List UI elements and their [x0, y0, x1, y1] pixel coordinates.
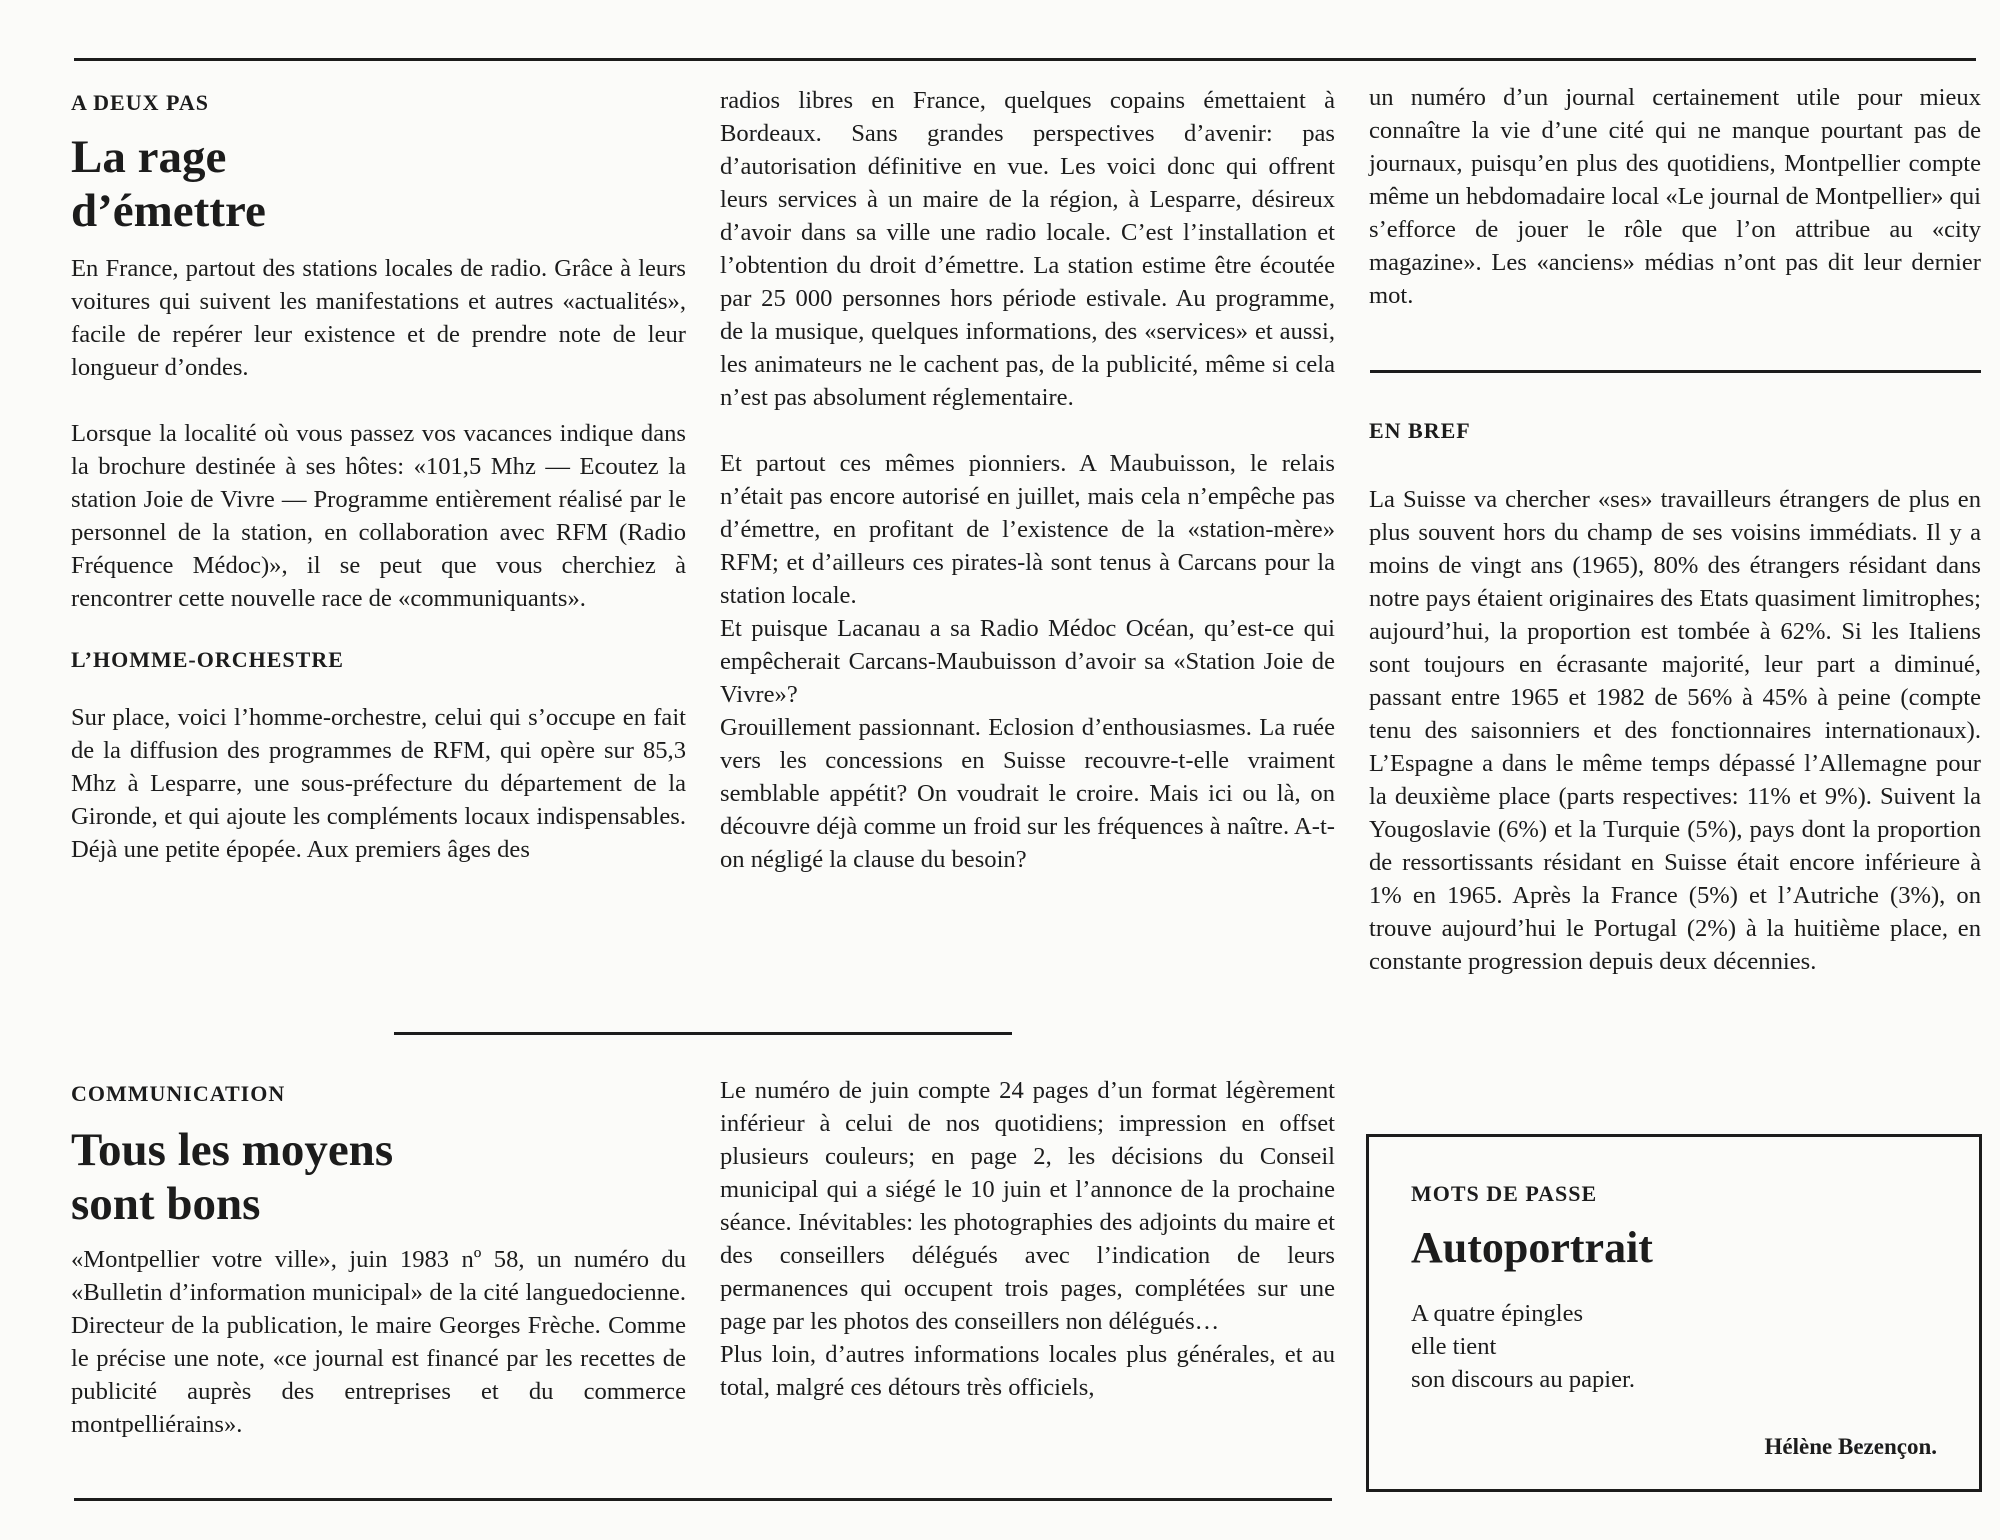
bottom-rule [74, 1498, 1332, 1501]
article1-kicker: A DEUX PAS [71, 90, 209, 115]
article1-col1-p2: Lorsque la localité où vous passez vos vacances indique dans la brochure destinée à ses hôtes: «101,5 Mhz — Ecoutez la station Joie de Vivre — Programme entièrement réalisé par le personnel de la station, en collaboration avec RFM (Radio Fréquence Médoc)», il se peut que vous cherchiez à rencontrer cette nouvelle race de «communiquants». [71, 420, 686, 612]
article2-col1 [71, 1083, 686, 1441]
article2-col3-p1: un numéro d’un journal certainement utile pour mieux connaître la vie d’une cité qui ne manque pourtant pas de journaux, puisqu’en plus des quotidiens, Montpellier compte même un hebdomadaire local «Le journal de Montpellier» qui s’efforce de jouer le rôle que l’on attribue au «city magazine». Les «anciens» médias n’ont pas dit leur dernier mot. [1369, 84, 1981, 309]
mots-de-passe-kicker: MOTS DE PASSE [1411, 1181, 1598, 1206]
en-bref-section [1369, 420, 1981, 978]
mots-de-passe-poem: A quatre épingles elle tient son discours au papier. [1411, 1300, 1636, 1393]
article2-col2 [720, 1074, 1335, 1404]
article1-col1-p3: Sur place, voici l’homme-orchestre, celui qui s’occupe en fait de la diffusion des programmes de RFM, qui opère sur 85,3 Mhz à Lesparre, une sous-préfecture du département de la Gironde, et qui ajoute les compléments locaux indispensables. Déjà une petite épopée. Aux premiers âges des [71, 704, 686, 863]
article2-col1-p1: «Montpellier votre ville», juin 1983 nº 58, un numéro du «Bulletin d’information municipal» de la cité languedocienne. Directeur de la publication, le maire Georges Frèche. Comme le précise une note, «ce journal est financé par les recettes de publicité auprès des entreprises et du commerce montpelliérains». [71, 1246, 686, 1438]
article1-col2-p1: radios libres en France, quelques copains émettaient à Bordeaux. Sans grandes perspectives d’avenir: pas d’autorisation définitive en vue. Les voici donc qui offrent leurs services à un maire de la région, à Lesparre, désireux d’avoir dans sa ville une radio locale. C’est l’installation et l’obtention du droit d’émettre. La station estime être écoutée par 25 000 personnes hors période estivale. Au programme, de la musique, quelques informations, des «services» et aussi, les animateurs ne le cachent pas, de la publicité, même si cela n’est pas absolument réglementaire. [720, 87, 1335, 411]
article1-col2-p4: Grouillement passionnant. Eclosion d’enthousiasmes. La ruée vers les concessions en Suisse recouvre-t-elle vraiment semblable appétit? On voudrait le croire. Mais ici ou là, on découvre déjà comme un froid sur les fréquences à naître. A-t-on négligé la clause du besoin? [720, 714, 1335, 873]
mots-de-passe-box [1366, 1134, 1982, 1492]
article1-col2-p2: Et partout ces mêmes pionniers. A Maubuisson, le relais n’était pas encore autorisé en juillet, mais cela n’empêche pas d’émettre, en profitant de l’existence de la «station-mère» RFM; et d’ailleurs ces pirates-là sont tenus à Carcans pour la station locale. [720, 450, 1335, 609]
en-bref-p1: La Suisse va chercher «ses» travailleurs étrangers de plus en plus souvent hors du champ de ses voisins immédiats. Il y a moins de vingt ans (1965), 80% des étrangers résidant dans notre pays étaient originaires des Etats quasiment limitrophes; aujourd’hui, la proportion est tombée à 62%. Si les Italiens sont toujours en écrasante majorité, leur part a diminué, passant entre 1965 et 1982 de 56% à 45% à peine (compte tenu des saisonniers et des fonctionnaires internationaux). L’Espagne a dans le même temps dépassé l’Allemagne pour la deuxième place (parts respectives: 11% et 9%). Suivent la Yougoslavie (6%) et la Turquie (5%), pays dont la proportion de ressortissants résidant en Suisse était encore inférieure à 1% en 1965. Après la France (5%) et l’Autriche (3%), on trouve aujourd’hui le Portugal (2%) à la huitième place, en constante progression depuis deux décennies. [1369, 486, 1981, 975]
top-rule [74, 58, 1976, 61]
article1-headline: La rage d’émettre [71, 131, 266, 237]
mid-rule [394, 1032, 1012, 1035]
article2-headline: Tous les moyens sont bons [71, 1124, 394, 1230]
mots-de-passe-signature: Hélène Bezençon. [1764, 1434, 1937, 1459]
article1-col1 [71, 92, 686, 866]
article1-col1-p1: En France, partout des stations locales de radio. Grâce à leurs voitures qui suivent les manifestations et autres «actualités», facile de repérer leur existence et de prendre note de leur longueur d’ondes. [71, 255, 686, 381]
en-bref-kicker: EN BREF [1369, 418, 1471, 443]
mots-de-passe-headline: Autoportrait [1411, 1223, 1653, 1272]
article1-col2-p3: Et puisque Lacanau a sa Radio Médoc Océan, qu’est-ce qui empêcherait Carcans-Maubuisson d’avoir sa «Station Joie de Vivre»? [720, 615, 1335, 708]
right-rule [1370, 370, 1981, 373]
article2-col2-p1: Le numéro de juin compte 24 pages d’un format légèrement inférieur à celui de nos quotidiens; impression en offset plusieurs couleurs; en page 2, les décisions du Conseil municipal qui a siégé le 10 juin et l’annonce de la prochaine séance. Inévitables: les photographies des adjoints du maire et des conseillers délégués avec l’indication de leurs permanences qui occupent trois pages, complétées sur une page par les photos des conseillers non délégués… [720, 1077, 1335, 1335]
article1-subhead: L’HOMME-ORCHESTRE [71, 647, 344, 672]
article2-col3 [1369, 81, 1981, 312]
article2-col2-p2: Plus loin, d’autres informations locales plus générales, et au total, malgré ces détours très officiels, [720, 1341, 1335, 1401]
article2-kicker: COMMUNICATION [71, 1081, 286, 1106]
article1-col2 [720, 84, 1335, 876]
